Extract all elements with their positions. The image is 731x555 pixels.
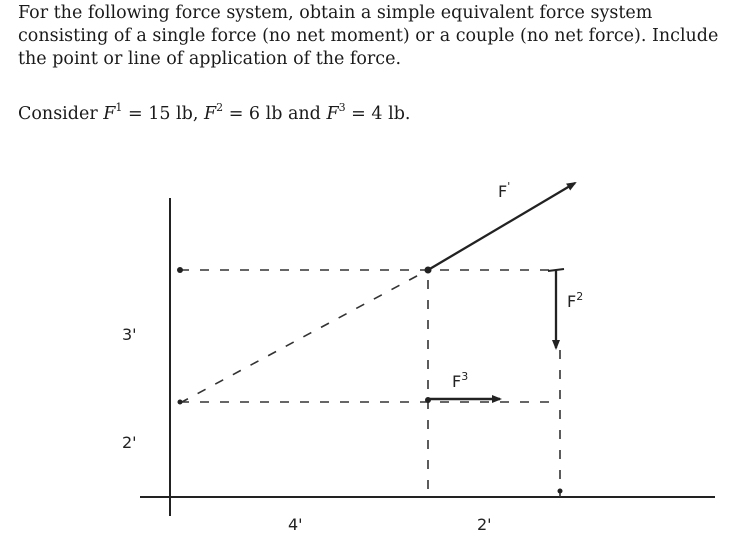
consider-prefix: Consider: [18, 103, 104, 124]
f3-sup: 3: [338, 101, 346, 114]
problem-statement: For the following force system, obtain a simple equivalent force system consisting of a single force (no net moment) or a couple (no net force). Include the point or line of application of the force.: [18, 3, 719, 69]
point-top-left: [177, 267, 183, 273]
f3-symbol: F: [326, 103, 339, 124]
f1-sup: 1: [115, 101, 123, 114]
dimension-2ft-bottom: 2': [477, 515, 492, 534]
force-f2-tick: [548, 269, 564, 271]
dimension-3ft: 3': [122, 325, 137, 344]
f2-value: = 6 lb and: [223, 103, 327, 124]
label-f1: F': [498, 180, 511, 201]
f2-symbol: F: [203, 103, 217, 124]
f2-sup: 2: [216, 101, 224, 114]
dimension-2ft-left: 2': [122, 433, 137, 452]
f3-value: = 4 lb.: [345, 103, 411, 124]
f1-symbol: F: [103, 103, 116, 124]
dimension-4ft: 4': [288, 515, 303, 534]
dashed-diagonal: [180, 270, 428, 403]
label-f3: $F^3$: [452, 370, 469, 391]
f1-value: = 15 lb,: [122, 103, 204, 124]
label-f2: $F^2$: [567, 290, 584, 311]
point-mid-left: [178, 400, 183, 405]
point-bottom-right: [558, 489, 563, 494]
